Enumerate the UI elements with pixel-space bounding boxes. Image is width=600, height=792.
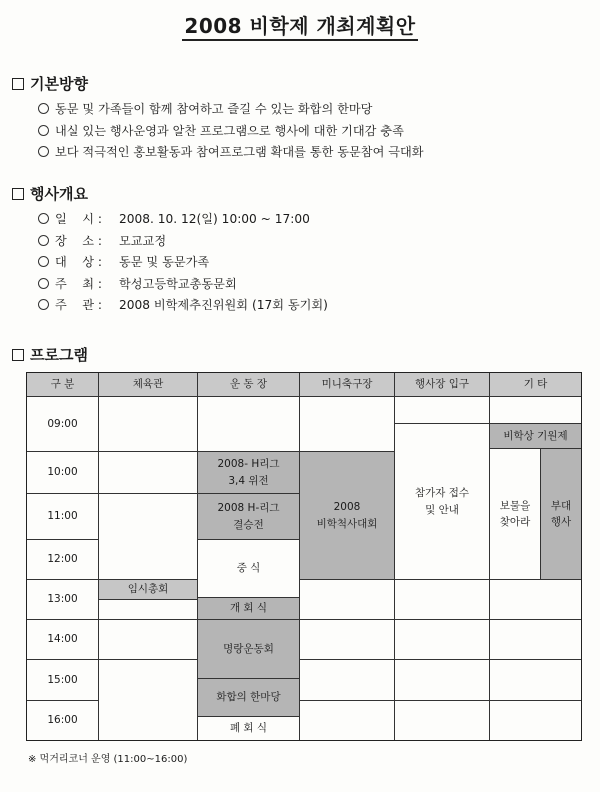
empty-cell: [99, 452, 198, 494]
empty-cell: [300, 580, 395, 620]
time-cell: 15:00: [27, 660, 99, 701]
checkbox-square-icon: [12, 349, 24, 361]
empty-cell: [490, 580, 581, 620]
section-program-heading: 프로그램: [12, 344, 88, 365]
event-entrance-reception: 참가자 접수 및 안내: [395, 424, 490, 580]
circle-bullet-icon: [38, 125, 49, 136]
circle-bullet-icon: [38, 213, 49, 224]
empty-cell: [490, 620, 581, 660]
event-side-events: 부대 행사: [541, 449, 581, 580]
list-item: 장 소 : 모교교정: [38, 230, 328, 252]
list-item: 주 관 : 2008 비학제추진위원회 (17회 동기회): [38, 294, 328, 316]
time-cell: 11:00: [27, 494, 99, 540]
empty-cell: [490, 660, 581, 701]
section-basic-heading: 기본방향: [12, 73, 88, 94]
program-schedule-table: [26, 372, 582, 741]
time-cell: 12:00: [27, 540, 99, 580]
list-item: 주 최 : 학성고등학교총동문회: [38, 273, 328, 295]
empty-cell: [490, 701, 581, 740]
list-item: 보다 적극적인 홍보활동과 참여프로그램 확대를 통한 동문참여 극대화: [38, 141, 424, 163]
event-mini-soccer: 2008 비학척사대회: [300, 452, 395, 580]
circle-bullet-icon: [38, 103, 49, 114]
checkbox-square-icon: [12, 78, 24, 90]
time-cell: 16:00: [27, 701, 99, 740]
event-closing: 폐 회 식: [198, 717, 300, 740]
empty-cell: [300, 701, 395, 740]
empty-cell: [395, 397, 490, 424]
empty-cell: [99, 660, 198, 740]
circle-bullet-icon: [38, 299, 49, 310]
event-ceremony: 비학상 기원제: [490, 424, 581, 449]
section-overview-heading: 행사개요: [12, 183, 88, 204]
empty-cell: [99, 620, 198, 660]
column-header: 체육관: [99, 373, 198, 397]
empty-cell: [99, 494, 198, 580]
circle-bullet-icon: [38, 235, 49, 246]
circle-bullet-icon: [38, 146, 49, 157]
circle-bullet-icon: [38, 278, 49, 289]
empty-cell: [395, 701, 490, 740]
empty-cell: [395, 620, 490, 660]
event-league-final: 2008 H-리그 결승전: [198, 494, 300, 540]
list-item: 동문 및 가족들이 함께 참여하고 즐길 수 있는 화합의 한마당: [38, 98, 424, 120]
column-header: 운 동 장: [198, 373, 300, 397]
empty-cell: [99, 397, 198, 452]
time-cell: 13:00: [27, 580, 99, 620]
document-title: 2008 비학제 개최계획안: [0, 10, 600, 39]
event-gym-meeting: 임시총회: [99, 580, 198, 600]
empty-cell: [300, 660, 395, 701]
empty-cell: [490, 397, 581, 424]
list-item: 대 상 : 동문 및 동문가족: [38, 251, 328, 273]
event-league-3-4: 2008- H리그 3,4 위전: [198, 452, 300, 494]
column-header: 행사장 입구: [395, 373, 490, 397]
time-cell: 09:00: [27, 397, 99, 452]
event-treasure-hunt: 보물을 찾아라: [490, 449, 541, 580]
empty-cell: [395, 660, 490, 701]
list-item: 내실 있는 행사운영과 알찬 프로그램으로 행사에 대한 기대감 충족: [38, 120, 424, 142]
empty-cell: [300, 397, 395, 452]
time-cell: 14:00: [27, 620, 99, 660]
circle-bullet-icon: [38, 256, 49, 267]
list-item: 일 시 : 2008. 10. 12(일) 10:00 ~ 17:00: [38, 208, 328, 230]
empty-cell: [99, 600, 198, 620]
event-lunch: 중 식: [198, 540, 300, 598]
column-header: 기 타: [490, 373, 581, 397]
time-cell: 10:00: [27, 452, 99, 494]
column-header: 미니축구장: [300, 373, 395, 397]
basic-list: [38, 98, 424, 163]
empty-cell: [300, 620, 395, 660]
footnote: ※ 먹거리코너 운영 (11:00~16:00): [28, 754, 188, 765]
checkbox-square-icon: [12, 188, 24, 200]
empty-cell: [198, 397, 300, 452]
empty-cell: [395, 580, 490, 620]
overview-list: [38, 208, 328, 316]
event-harmony: 화합의 한마당: [198, 679, 300, 717]
column-header: 구 분: [27, 373, 99, 397]
event-games: 명랑운동회: [198, 620, 300, 679]
event-opening: 개 회 식: [198, 598, 300, 620]
